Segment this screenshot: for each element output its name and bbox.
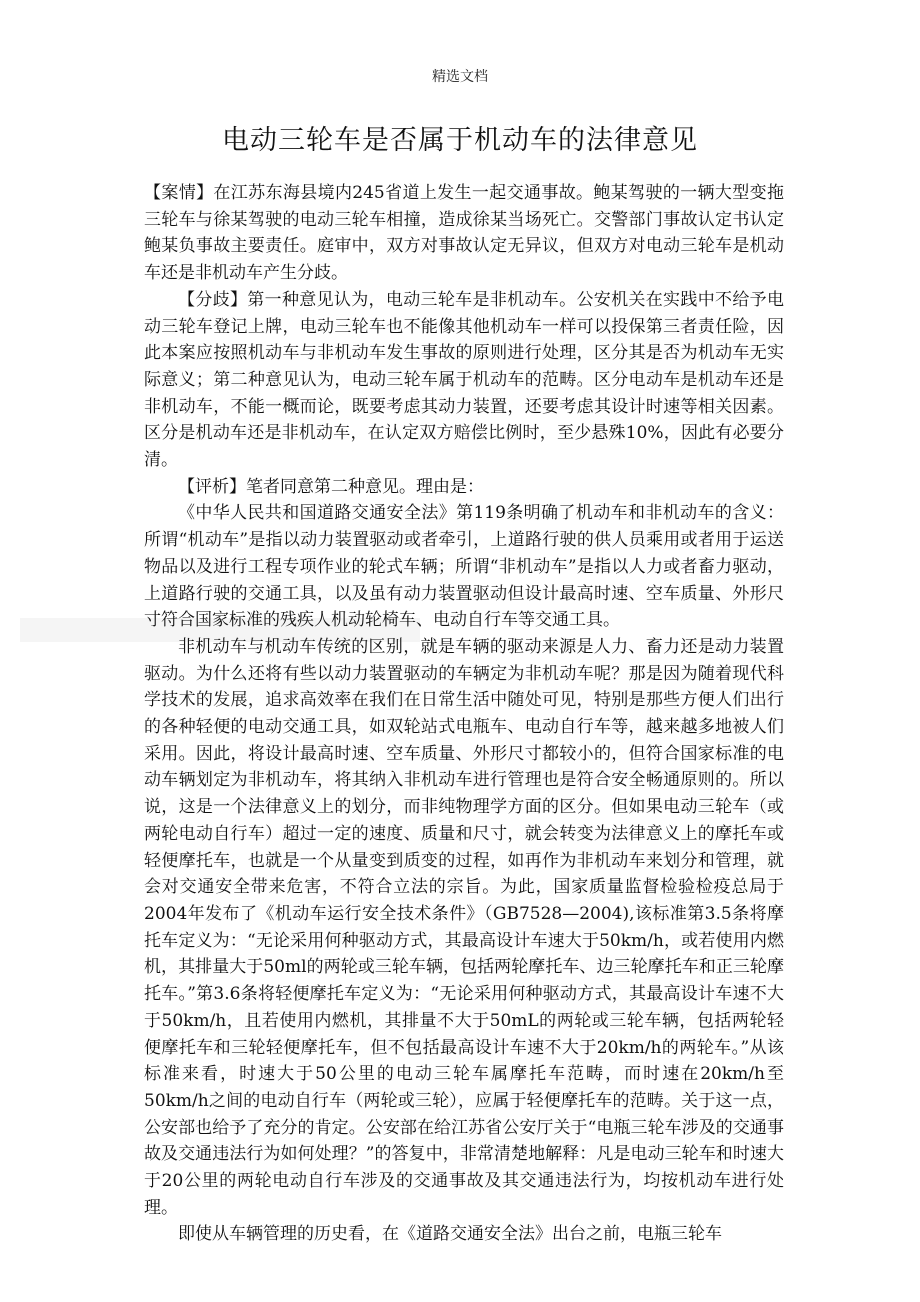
paragraph-history: 即使从车辆管理的历史看，在《道路交通安全法》出台之前，电瓶三轮车 [178,1224,722,1245]
paragraph-case: 【案情】在江苏东海县境内245省道上发生一起交通事故。鲍某驾驶的一辆大型变拖三轮车与徐某驾驶的电动三轮车相撞，造成徐某当场死亡。交警部门事故认定书认定鲍某负事故主要责任。庭审中，双方对事故认定无异议，但双方对电动三轮车是机动车还是非机动车产生分歧。 [144,183,784,284]
paragraph-law-definition: 《中华人民共和国道路交通安全法》第119条明确了机动车和非机动车的含义：所谓“机动车”是指以动力装置驱动或者牵引，上道路行驶的供人员乘用或者用于运送物品以及进行工程专项作业的轮式车辆；所谓“非机动车”是指以人力或者畜力驱动，上道路行驶的交通工具，以及虽有动力装置驱动但设计最高时速、空车质量、外形尺寸符合国家标准的残疾人机动轮椅车、电动自行车等交通工具。 [144,503,784,631]
paragraph-analysis: 非机动车与机动车传统的区别，就是车辆的驱动来源是人力、畜力还是动力装置驱动。为什么还将有些以动力装置驱动的车辆定为非机动车呢？那是因为随着现代科学技术的发展，追求高效率在我们在日常生活中随处可见，特别是那些方便人们出行的各种轻便的电动交通工具，如双轮站式电瓶车、电动自行车等，越来越多地被人们采用。因此，将设计最高时速、空车质量、外形尺寸都较小的，但符合国家标准的电动车辆划定为非机动车，将其纳入非机动车进行管理也是符合安全畅通原则的。所以说，这是一个法律意义上的划分，而非纯物理学方面的区分。但如果电动三轮车（或两轮电动自行车）超过一定的速度、质量和尺寸，就会转变为法律意义上的摩托车或轻便摩托车，也就是一个从量变到质变的过程，如再作为非机动车来划分和管理，就会对交通安全带来危害，不符合立法的宗旨。为此，国家质量监督检验检疫总局于2004年发布了《机动车运行安全技术条件》（GB7528—2004),该标准第3.5条将摩托车定义为：“无论采用何种驱动方式，其最高设计车速大于50km/h，或若使用内燃机，其排量大于50ml的两轮或三轮车辆，包括两轮摩托车、边三轮摩托车和正三轮摩托车。”第3.6条将轻便摩托车定义为：“无论采用何种驱动方式，其最高设计车速不大于50km/h，且若使用内燃机，其排量不大于50mL的两轮或三轮车辆，包括两轮轻便摩托车和三轮轻便摩托车，但不包括最高设计车速不大于20km/h的两轮车。”从该标准来看，时速大于50公里的电动三轮车属摩托车范畴，而时速在20km/h至50km/h之间的电动自行车（两轮或三轮），应属于轻便摩托车的范畴。关于这一点，公安部也给予了充分的肯定。公安部在给江苏省公安厅关于“电瓶三轮车涉及的交通事故及交通违法行为如何处理？”的答复中，非常清楚地解释：凡是电动三轮车和时速大于20公里的两轮电动自行车涉及的交通事故及其交通违法行为，均按机动车进行处理。 [144,636,784,1218]
paragraph-dispute: 【分歧】第一种意见认为，电动三轮车是非机动车。公安机关在实践中不给予电动三轮车登记上牌，电动三轮车也不能像其他机动车一样可以投保第三者责任险，因此本案应按照机动车与非机动车发生事故的原则进行处理，区分其是否为机动车无实际意义；第二种意见认为，电动三轮车属于机动车的范畴。区分电动车是机动车还是非机动车，不能一概而论，既要考虑其动力装置，还要考虑其设计时速等相关因素。区分是机动车还是非机动车，在认定双方赔偿比例时，至少悬殊10%，因此有必要分清。 [144,289,784,471]
document-body [144,180,784,1248]
document-title: 电动三轮车是否属于机动车的法律意见 [222,125,698,156]
paragraph-commentary: 【评析】笔者同意第二种意见。理由是： [178,476,484,497]
page-header: 精选文档 [432,69,488,85]
